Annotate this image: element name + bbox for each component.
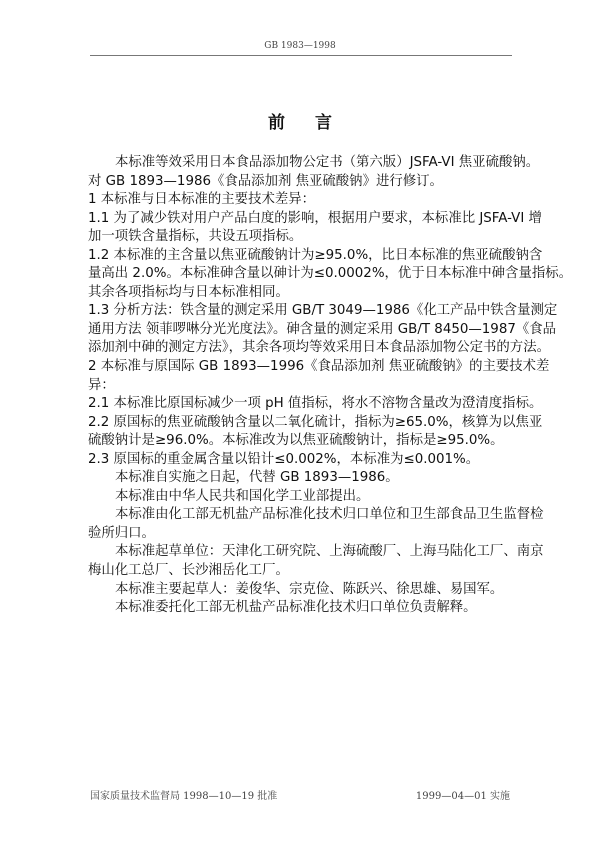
text-line: 验所归口。 xyxy=(88,525,155,541)
text-line: 异： xyxy=(88,377,115,393)
text-line: 本标准等效采用日本食品添加物公定书（第六版）JSFA-VI 焦亚硫酸钠。 xyxy=(115,155,540,170)
foreword-body xyxy=(88,154,573,618)
text-line: 2.2 原国标的焦亚硫酸钠含量以二氧化硫计，指标为≥65.0%，核算为以焦亚 xyxy=(88,414,543,430)
text-line: 本标准自实施之日起，代替 GB 1893—1986。 xyxy=(115,470,399,486)
text-line: 1.3 分析方法：铁含量的测定采用 GB/T 3049—1986《化工产品中铁含量测定 xyxy=(88,303,558,319)
text-line: 其余各项指标均与日本标准相同。 xyxy=(88,284,289,300)
text-line: 对 GB 1893—1986《食品添加剂 焦亚硫酸钠》进行修订。 xyxy=(88,173,443,189)
text-line: 通用方法 领菲啰啉分光光度法》。砷含量的测定采用 GB/T 8450—1987《食品 xyxy=(88,321,557,337)
header-rule xyxy=(90,55,512,56)
text-line: 本标准由中华人民共和国化学工业部提出。 xyxy=(115,488,370,504)
text-line: 本标准委托化工部无机盐产品标准化技术归口单位负责解释。 xyxy=(115,600,477,616)
text-line: 1.1 为了减少铁对用户产品白度的影响，根据用户要求，本标准比 JSFA-VI 增 xyxy=(88,210,542,226)
page-title: 前言 xyxy=(268,113,362,133)
text-line: 添加剂中砷的测定方法》，其余各项均等效采用日本食品添加物公定书的方法。 xyxy=(88,340,550,356)
header-standard-number: GB 1983—1998 xyxy=(264,41,336,51)
text-line: 本标准起草单位：天津化工研究院、上海硫酸厂、上海马陆化工厂、南京 xyxy=(115,544,544,560)
text-line: 2.1 本标准比原国标减少一项 pH 值指标，将水不溶物含量改为澄清度指标。 xyxy=(88,396,543,412)
text-line: 梅山化工总厂、长沙湘岳化工厂。 xyxy=(88,563,289,579)
footer-implementation: 1999—04—01 实施 xyxy=(415,791,510,802)
text-line: 硫酸钠计是≥96.0%。本标准改为以焦亚硫酸钠计，指标是≥95.0%。 xyxy=(88,433,504,449)
text-line: 量高出 2.0%。本标准砷含量以砷计为≤0.0002%，优于日本标准中砷含量指标。 xyxy=(88,266,573,282)
text-line: 本标准由化工部无机盐产品标准化技术归口单位和卫生部食品卫生监督检 xyxy=(115,507,544,523)
text-line: 2.3 原国标的重金属含量以铅计≤0.002%，本标准为≤0.001%。 xyxy=(88,451,480,467)
text-line: 2 本标准与原国际 GB 1893—1996《食品添加剂 焦亚硫酸钠》的主要技术差 xyxy=(88,359,550,375)
footer-approval: 国家质量技术监督局 1998—10—19 批准 xyxy=(90,791,278,802)
text-line: 本标准主要起草人：姜俊华、宗克俭、陈跃兴、徐思雄、易国军。 xyxy=(115,581,504,597)
text-line: 1 本标准与日本标准的主要技术差异： xyxy=(88,192,316,208)
text-line: 加一项铁含量指标，共设五项指标。 xyxy=(88,229,303,245)
text-line: 1.2 本标准的主含量以焦亚硫酸钠计为≥95.0%，比日本标准的焦亚硫酸钠含 xyxy=(88,247,543,263)
